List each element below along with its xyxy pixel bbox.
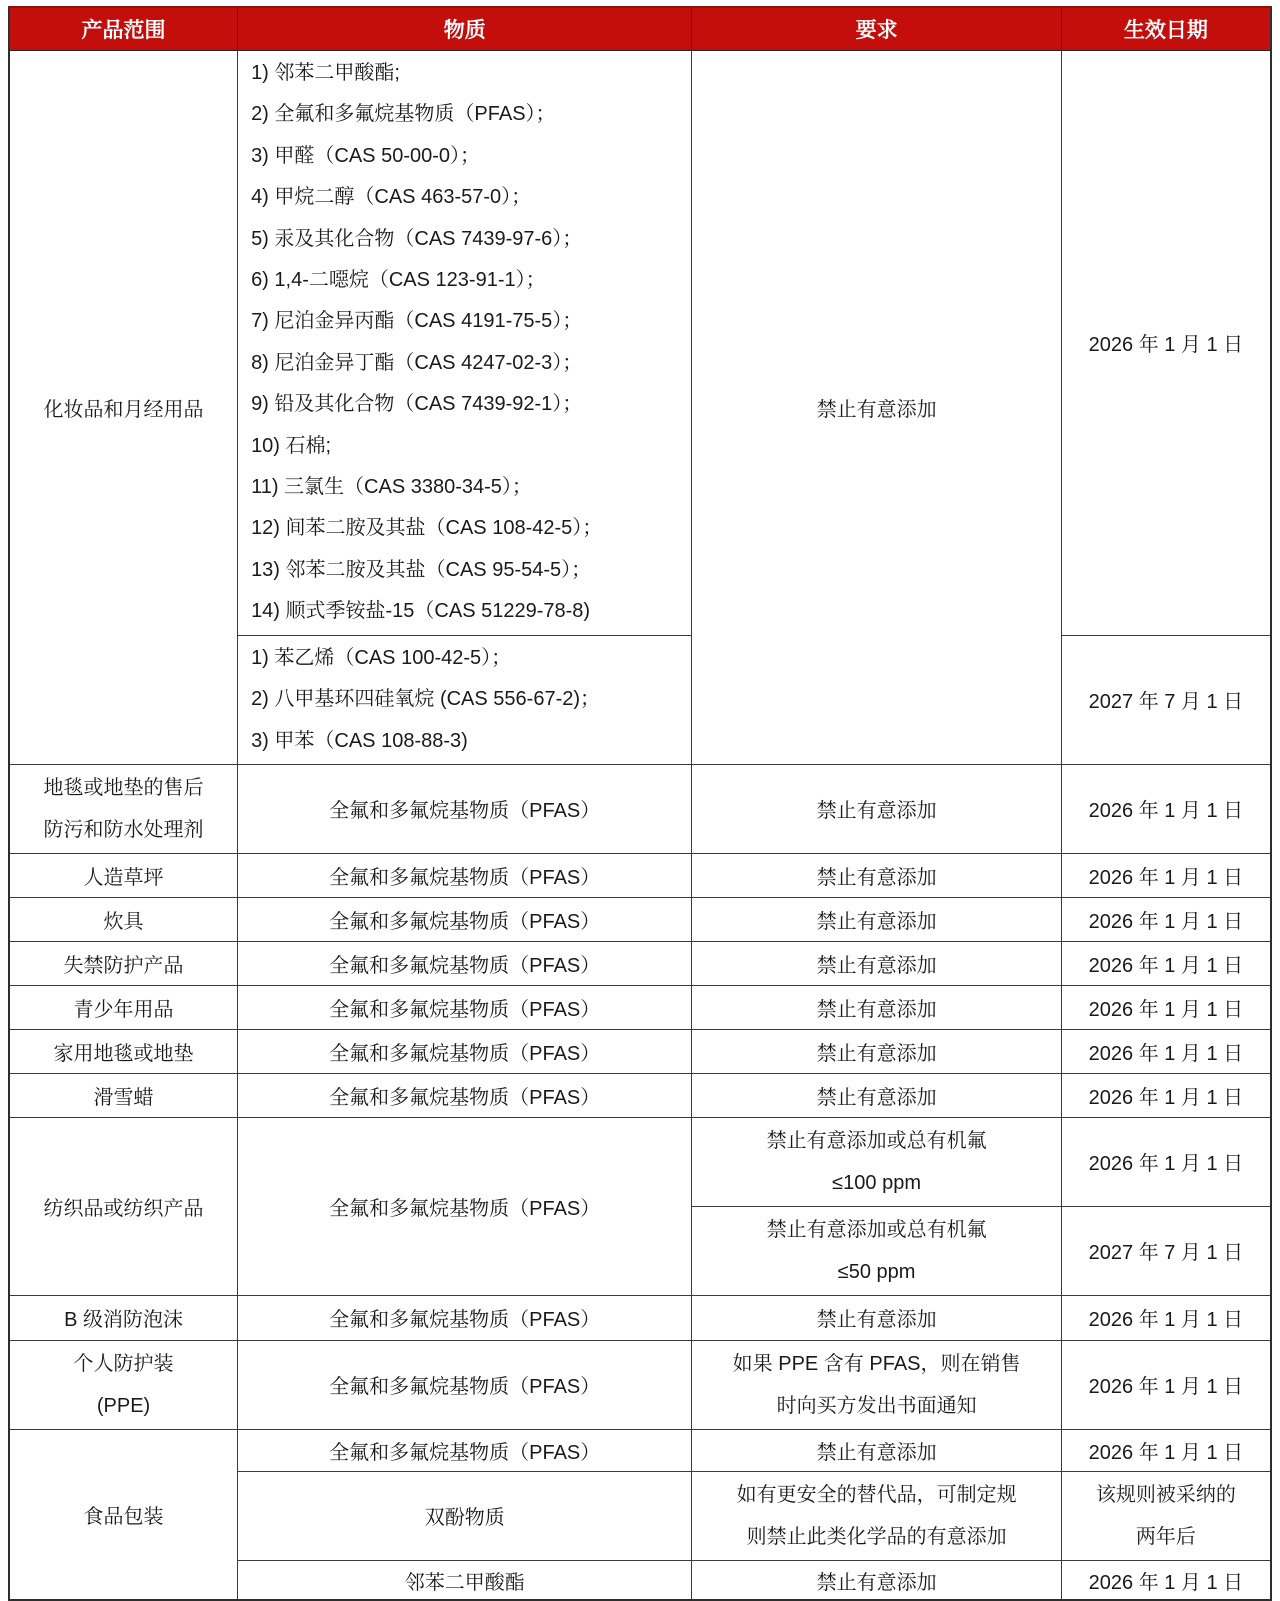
table-row-cosmetics-batch1: [9, 51, 1271, 636]
substance-item: 1) 苯乙烯（CAS 100-42-5）；: [251, 646, 512, 669]
cell-product-scope: B 级消防泡沫: [9, 1295, 238, 1340]
cell-requirement: 禁止有意添加: [692, 897, 1061, 941]
cell-effective-date: 2026 年 1 月 1 日: [1061, 897, 1271, 941]
table-row-juvenile-products: [9, 985, 1271, 1029]
cell-substance: 全氟和多氟烷基物质（PFAS）: [238, 1429, 692, 1471]
cell-requirement: [692, 1117, 1061, 1206]
cell-requirement: [692, 1206, 1061, 1295]
header-product-scope: 产品范围: [9, 7, 238, 51]
cell-product-scope: 炊具: [9, 897, 238, 941]
cell-product-scope: 纺织品或纺织产品: [9, 1117, 238, 1295]
cell-substance: 全氟和多氟烷基物质（PFAS）: [238, 985, 692, 1029]
cell-requirement: 禁止有意添加: [692, 853, 1061, 897]
cell-effective-date: 2026 年 1 月 1 日: [1061, 1560, 1271, 1600]
cell-effective-date: 2026 年 1 月 1 日: [1061, 853, 1271, 897]
table-row-incontinence: [9, 941, 1271, 985]
date-line: 两年后: [1135, 1525, 1196, 1548]
cell-substance: 全氟和多氟烷基物质（PFAS）: [238, 1117, 692, 1295]
cell-substance-list: [238, 51, 692, 636]
cell-requirement: 禁止有意添加: [692, 985, 1061, 1029]
substance-item: 10) 石棉;: [251, 434, 332, 457]
product-line: 防污和防水处理剂: [43, 818, 204, 841]
cell-substance: 全氟和多氟烷基物质（PFAS）: [238, 897, 692, 941]
requirement-line: 则禁止此类化学品的有意添加: [746, 1525, 1007, 1548]
cell-requirement: 禁止有意添加: [692, 1429, 1061, 1471]
substance-item: 2) 八甲基环四硅氧烷 (CAS 556-67-2)；: [251, 688, 601, 711]
cell-product-scope: [9, 1340, 238, 1429]
cell-requirement: 禁止有意添加: [692, 1029, 1061, 1073]
product-line: (PPE): [96, 1394, 151, 1417]
substance-item: 2) 全氟和多氟烷基物质（PFAS）；: [251, 103, 556, 126]
cell-effective-date: 2026 年 1 月 1 日: [1061, 1073, 1271, 1117]
requirement-line: 禁止有意添加或总有机氟: [766, 1129, 987, 1152]
substance-item: 5) 汞及其化合物（CAS 7439-97-6）；: [251, 227, 583, 250]
requirement-line: 如有更安全的替代品，可制定规: [736, 1483, 1017, 1506]
cell-requirement: 禁止有意添加: [692, 764, 1061, 853]
cell-product-scope: 人造草坪: [9, 853, 238, 897]
substance-item: 14) 顺式季铵盐-15（CAS 51229-78-8): [251, 600, 591, 623]
cell-substance: 全氟和多氟烷基物质（PFAS）: [238, 1073, 692, 1117]
table-row-ppe: [9, 1340, 1271, 1429]
substance-item: 7) 尼泊金异丙酯（CAS 4191-75-5）；: [251, 310, 583, 333]
cell-substance: 全氟和多氟烷基物质（PFAS）: [238, 853, 692, 897]
substance-item: 6) 1,4-二噁烷（CAS 123-91-1）；: [251, 269, 546, 292]
cell-product-scope: 食品包装: [9, 1429, 238, 1600]
product-line: 个人防护装: [73, 1352, 174, 1375]
requirement-line: 如果 PPE 含有 PFAS，则在销售: [732, 1352, 1021, 1375]
substance-item: 4) 甲烷二醇（CAS 463-57-0）；: [251, 186, 532, 209]
table-row-cookware: [9, 897, 1271, 941]
cell-requirement: 禁止有意添加: [692, 1073, 1061, 1117]
table-row-carpet-treatment: [9, 764, 1271, 853]
cell-effective-date: 2026 年 1 月 1 日: [1061, 764, 1271, 853]
date-line: 该规则被采纳的: [1095, 1483, 1236, 1506]
cell-requirement: 禁止有意添加: [692, 941, 1061, 985]
cell-substance: 双酚物质: [238, 1471, 692, 1560]
cell-requirement: [692, 1340, 1061, 1429]
cell-effective-date: 2026 年 1 月 1 日: [1061, 51, 1271, 636]
requirements-table: [8, 6, 1272, 1601]
table-row-food-packaging-1: [9, 1429, 1271, 1471]
cell-substance: 全氟和多氟烷基物质（PFAS）: [238, 764, 692, 853]
requirement-line: 禁止有意添加或总有机氟: [766, 1218, 987, 1241]
cell-effective-date: 2027 年 7 月 1 日: [1061, 635, 1271, 764]
substance-item: 13) 邻苯二胺及其盐（CAS 95-54-5）；: [251, 558, 592, 581]
substance-item: 1) 邻苯二甲酸酯;: [251, 62, 400, 84]
substance-item: 8) 尼泊金异丁酯（CAS 4247-02-3）；: [251, 351, 583, 374]
substance-item: 3) 甲醛（CAS 50-00-0）；: [251, 144, 481, 167]
cell-effective-date: 2026 年 1 月 1 日: [1061, 1117, 1271, 1206]
product-line: 地毯或地垫的售后: [43, 776, 204, 799]
cell-substance: 全氟和多氟烷基物质（PFAS）: [238, 1340, 692, 1429]
requirement-line: ≤50 ppm: [837, 1260, 916, 1283]
cell-effective-date: 2026 年 1 月 1 日: [1061, 1340, 1271, 1429]
cell-effective-date: 2026 年 1 月 1 日: [1061, 1029, 1271, 1073]
cell-effective-date: 2026 年 1 月 1 日: [1061, 985, 1271, 1029]
cell-effective-date: 2027 年 7 月 1 日: [1061, 1206, 1271, 1295]
cell-requirement: 禁止有意添加: [692, 1560, 1061, 1600]
cell-substance: 全氟和多氟烷基物质（PFAS）: [238, 1029, 692, 1073]
table-row-residential-carpet: [9, 1029, 1271, 1073]
substance-item: 3) 甲苯（CAS 108-88-3): [251, 729, 468, 752]
table-row-artificial-turf: [9, 853, 1271, 897]
cell-effective-date: [1061, 1471, 1271, 1560]
cell-requirement: 禁止有意添加: [692, 51, 1061, 765]
table-row-fire-foam: [9, 1295, 1271, 1340]
substance-item: 9) 铅及其化合物（CAS 7439-92-1）；: [251, 393, 583, 416]
cell-substance: 全氟和多氟烷基物质（PFAS）: [238, 1295, 692, 1340]
header-requirement: 要求: [692, 7, 1061, 51]
cell-substance: 全氟和多氟烷基物质（PFAS）: [238, 941, 692, 985]
cell-requirement: [692, 1471, 1061, 1560]
substance-item: 11) 三氯生（CAS 3380-34-5）；: [251, 476, 532, 499]
cell-substance-list: [238, 635, 692, 764]
header-substance: 物质: [238, 7, 692, 51]
cell-product-scope: 失禁防护产品: [9, 941, 238, 985]
table-row-textiles-1: [9, 1117, 1271, 1206]
requirement-line: 时向买方发出书面通知: [776, 1394, 977, 1417]
cell-effective-date: 2026 年 1 月 1 日: [1061, 1295, 1271, 1340]
substance-item: 12) 间苯二胺及其盐（CAS 108-42-5）；: [251, 517, 603, 540]
cell-requirement: 禁止有意添加: [692, 1295, 1061, 1340]
cell-substance: 邻苯二甲酸酯: [238, 1560, 692, 1600]
cell-product-scope: 青少年用品: [9, 985, 238, 1029]
header-effective-date: 生效日期: [1061, 7, 1271, 51]
cell-product-scope: [9, 764, 238, 853]
cell-product-scope: 家用地毯或地垫: [9, 1029, 238, 1073]
cell-product-scope: 滑雪蜡: [9, 1073, 238, 1117]
cell-effective-date: 2026 年 1 月 1 日: [1061, 1429, 1271, 1471]
cell-effective-date: 2026 年 1 月 1 日: [1061, 941, 1271, 985]
table-row-ski-wax: [9, 1073, 1271, 1117]
header-row: [9, 7, 1271, 51]
cell-product-scope: 化妆品和月经用品: [9, 51, 238, 765]
requirement-line: ≤100 ppm: [832, 1171, 921, 1194]
